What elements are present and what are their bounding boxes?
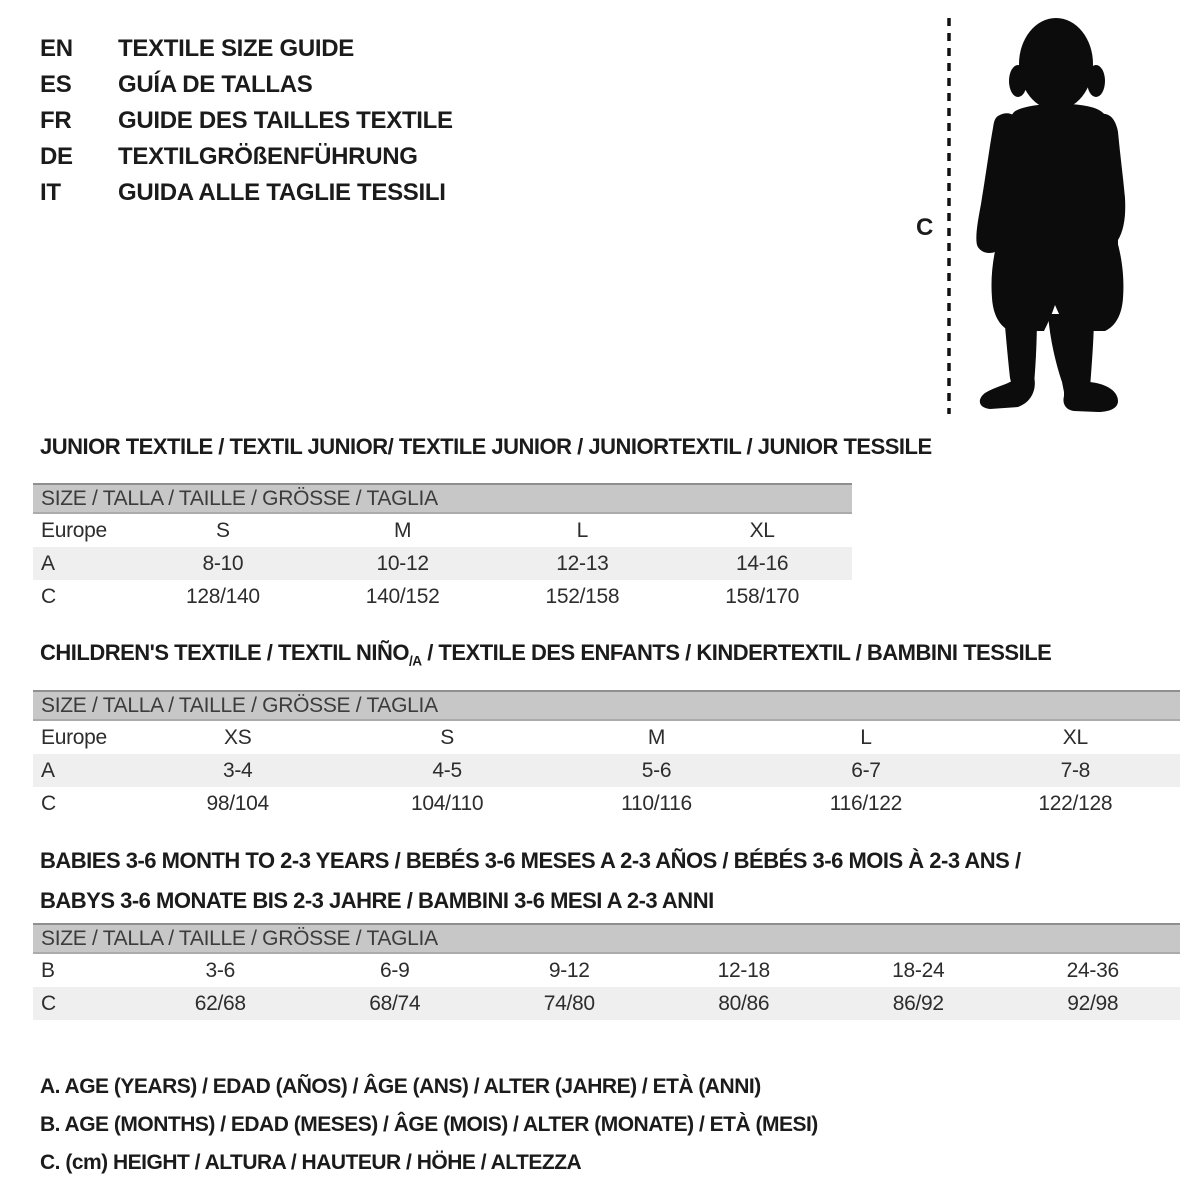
children-size-table: [33, 690, 1180, 820]
table-row: [33, 787, 1180, 820]
table-cell: 74/80: [543, 991, 595, 1015]
children-section-title: [40, 640, 1051, 668]
table-cell: 5-6: [641, 758, 672, 782]
height-measure-label: C: [916, 214, 934, 241]
language-code: EN: [40, 35, 73, 62]
table-row-label: Europe: [41, 725, 107, 749]
table-cell: 68/74: [369, 991, 421, 1015]
table-cell: 6-7: [851, 758, 881, 782]
size-table-header: SIZE / TALLA / TAILLE / GRÖSSE / TAGLIA: [33, 690, 1180, 721]
language-label: TEXTILGRÖßENFÜHRUNG: [118, 143, 418, 170]
language-code: IT: [40, 179, 61, 206]
table-cell: 4-5: [432, 758, 462, 782]
table-cell: 18-24: [892, 958, 945, 982]
children-title-suffix: / TEXTILE DES ENFANTS / KINDERTEXTIL / BAMBINI TESSILE: [421, 640, 1052, 665]
babies-size-table: [33, 923, 1180, 1020]
table-cell: 62/68: [194, 991, 246, 1015]
table-cell: 128/140: [185, 584, 260, 608]
babies-title-line2: BABYS 3-6 MONATE BIS 2-3 JAHRE / BAMBINI 3-6 MESI A 2-3 ANNI: [40, 888, 714, 913]
table-row-label: B: [41, 958, 55, 982]
size-table-header: SIZE / TALLA / TAILLE / GRÖSSE / TAGLIA: [33, 483, 852, 514]
table-row: [33, 580, 852, 613]
table-cell: 92/98: [1067, 991, 1119, 1015]
table-cell: S: [440, 725, 454, 749]
language-title-list: [40, 31, 453, 211]
language-code: DE: [40, 143, 73, 170]
table-cell: L: [576, 518, 589, 542]
table-row-label: Europe: [41, 518, 107, 542]
table-cell: 12-18: [717, 958, 770, 982]
table-cell: 116/122: [829, 791, 903, 815]
children-title-subscript: /A: [408, 653, 422, 669]
measurement-legend: [40, 1068, 818, 1182]
table-cell: 9-12: [548, 958, 590, 982]
table-row: [33, 754, 1180, 787]
size-table-header: SIZE / TALLA / TAILLE / GRÖSSE / TAGLIA: [33, 923, 1180, 954]
table-cell: 8-10: [202, 551, 244, 575]
table-cell: 3-4: [222, 758, 253, 782]
table-cell: 14-16: [736, 551, 789, 575]
language-label: TEXTILE SIZE GUIDE: [118, 35, 354, 62]
toddler-silhouette-icon: [960, 14, 1140, 414]
table-cell: XL: [1062, 725, 1088, 749]
table-cell: 158/170: [725, 584, 800, 608]
table-cell: M: [394, 518, 412, 542]
table-row-label: A: [41, 551, 55, 575]
junior-size-table: [33, 483, 852, 613]
table-row-label: A: [41, 758, 55, 782]
language-row: [40, 67, 453, 103]
language-label: GUIDA ALLE TAGLIE TESSILI: [118, 179, 446, 206]
table-row: [33, 547, 852, 580]
language-row: [40, 103, 453, 139]
table-row: [33, 514, 852, 547]
junior-section-title: JUNIOR TEXTILE / TEXTIL JUNIOR/ TEXTILE JUNIOR / JUNIORTEXTIL / JUNIOR TESSILE: [40, 434, 932, 459]
table-cell: 122/128: [1038, 791, 1113, 815]
babies-section-title: [40, 841, 1021, 921]
table-row-label: C: [41, 791, 56, 815]
height-dotted-line: [944, 16, 954, 416]
table-cell: 140/152: [365, 584, 440, 608]
table-cell: 104/110: [410, 791, 484, 815]
language-code: ES: [40, 71, 72, 98]
legend-line: A. AGE (YEARS) / EDAD (AÑOS) / ÂGE (ANS) / ALTER (JAHRE) / ETÀ (ANNI): [40, 1075, 761, 1098]
table-cell: 110/116: [621, 791, 692, 815]
language-row: [40, 31, 453, 67]
table-cell: 6-9: [380, 958, 410, 982]
table-cell: 152/158: [545, 584, 620, 608]
table-row-label: C: [41, 991, 56, 1015]
language-label: GUIDE DES TAILLES TEXTILE: [118, 107, 453, 134]
table-cell: XL: [749, 518, 775, 542]
legend-line: B. AGE (MONTHS) / EDAD (MESES) / ÂGE (MOIS) / ALTER (MONATE) / ETÀ (MESI): [40, 1113, 818, 1136]
height-measure-figure: [900, 12, 1160, 426]
toddler-silhouette-shape: [976, 18, 1125, 412]
language-row: [40, 139, 453, 175]
language-code: FR: [40, 107, 72, 134]
table-cell: S: [216, 518, 230, 542]
table-cell: 80/86: [718, 991, 770, 1015]
table-row-label: C: [41, 584, 56, 608]
table-cell: 3-6: [205, 958, 235, 982]
table-cell: L: [860, 725, 872, 749]
babies-title-line1: BABIES 3-6 MONTH TO 2-3 YEARS / BEBÉS 3-6 MESES A 2-3 AÑOS / BÉBÉS 3-6 MOIS À 2-3 ANS /: [40, 848, 1021, 873]
legend-line: C. (cm) HEIGHT / ALTURA / HAUTEUR / HÖHE / ALTEZZA: [40, 1151, 582, 1174]
table-cell: 7-8: [1060, 758, 1091, 782]
table-cell: 86/92: [892, 991, 944, 1015]
table-cell: 10-12: [376, 551, 429, 575]
table-cell: 12-13: [556, 551, 609, 575]
language-label: GUÍA DE TALLAS: [118, 71, 313, 98]
table-cell: 98/104: [206, 791, 269, 815]
children-title-prefix: CHILDREN'S TEXTILE / TEXTIL NIÑO: [40, 640, 409, 665]
table-cell: 24-36: [1066, 958, 1119, 982]
table-row: [33, 721, 1180, 754]
table-row: [33, 987, 1180, 1020]
language-row: [40, 175, 453, 211]
table-cell: XS: [223, 725, 252, 749]
table-cell: M: [647, 725, 666, 749]
table-row: [33, 954, 1180, 987]
